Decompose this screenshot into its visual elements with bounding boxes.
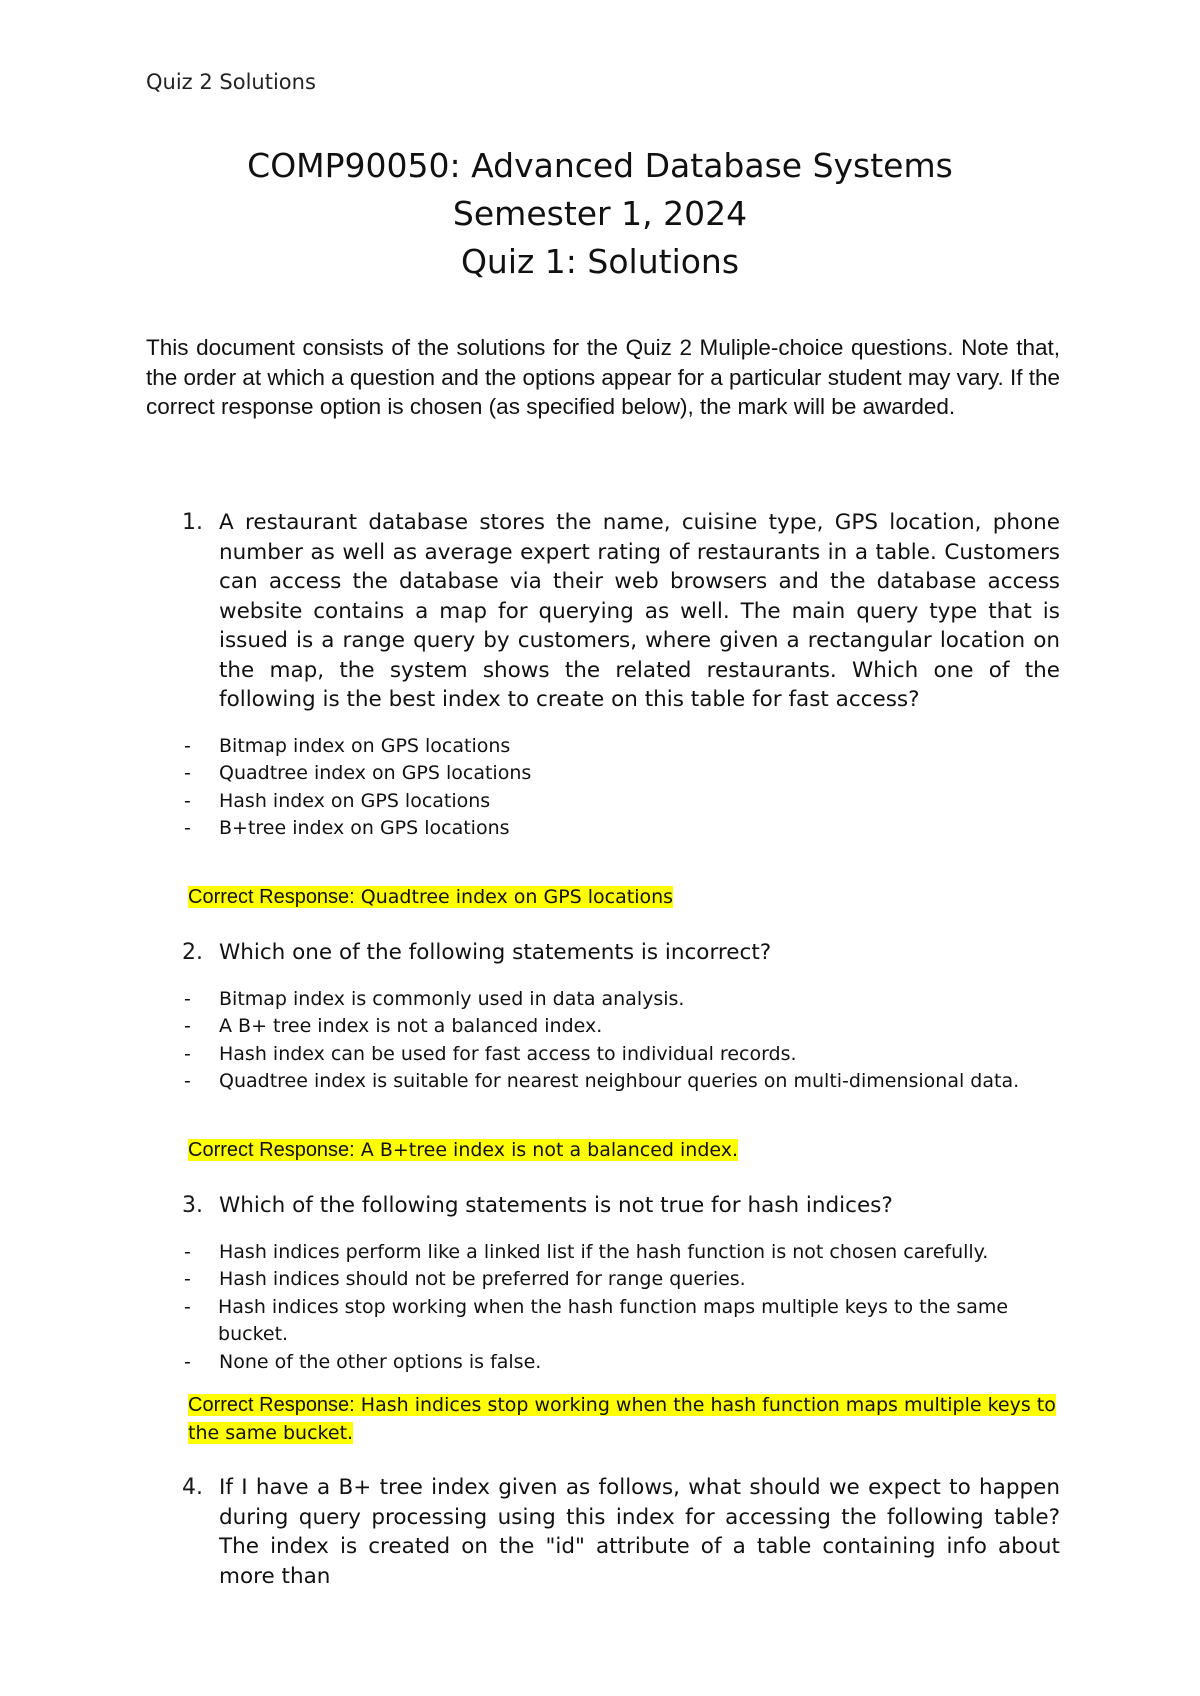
question-3: [146, 1191, 1060, 1376]
answer-label: Correct Response:: [188, 886, 355, 908]
semester-title: Semester 1, 2024: [452, 194, 748, 233]
answer-text: A B+tree index is not a balanced index.: [360, 1139, 739, 1161]
option-item: - B+tree index on GPS locations: [184, 817, 510, 839]
correct-response-3: [188, 1392, 1060, 1447]
question-text: A restaurant database stores the name, cuisine type, GPS location, phone number as well as average expert rating of restaurants in a table. Customers can access the database via their web browsers and the database access website contains a map for querying as well. The main query type that is issued is a range query by customers, where given a rectangular location on the map, the system shows the related restaurants. Which one of the following is the best index to create on this table for fast access?: [219, 510, 1060, 712]
option-item: - Bitmap index on GPS locations: [184, 734, 511, 757]
option-item: - Quadtree index on GPS locations: [184, 762, 532, 784]
question-2: [146, 938, 1060, 1096]
answer-text: Quadtree index on GPS locations: [360, 886, 674, 908]
correct-response-2: [188, 1137, 1060, 1165]
option-item: - Hash index can be used for fast access to individual records.: [184, 1042, 797, 1065]
question-number: 1.: [182, 510, 203, 535]
quiz-title: Quiz 1: Solutions: [460, 242, 740, 281]
option-item: - Hash index on GPS locations: [184, 789, 491, 812]
question-1: [146, 508, 1060, 843]
intro-paragraph: This document consists of the solutions for the Quiz 2 Muliple-choice questions. Note that, the order at which a question and the options appear for a particular student may vary. If the correct response option is chosen (as specified below), the mark will be awarded.: [146, 335, 1060, 419]
options-list: [146, 1239, 1060, 1377]
answer-label: Correct Response:: [188, 1139, 355, 1161]
option-item: - A B+ tree index is not a balanced index.: [184, 1015, 603, 1037]
correct-response-1: [188, 884, 1060, 912]
question-number: 3.: [182, 1193, 203, 1218]
question-4: [146, 1473, 1060, 1591]
answer-label: Correct Response:: [188, 1394, 355, 1416]
question-text: Which of the following statements is not true for hash indices?: [219, 1193, 893, 1218]
document-title: [0, 142, 1200, 286]
options-list: [146, 986, 1060, 1096]
page-header: Quiz 2 Solutions: [146, 70, 316, 94]
options-list: [146, 733, 1060, 843]
option-item: - None of the other options is false.: [184, 1350, 542, 1373]
question-text: If I have a B+ tree index given as follows, what should we expect to happen during query processing using this index for accessing the following table? The index is created on the "id" attribute of a table containing info about more than: [219, 1475, 1060, 1589]
question-number: 4.: [182, 1475, 203, 1500]
course-title: COMP90050: Advanced Database Systems: [247, 146, 953, 185]
answer-text: Hash indices stop working when the hash function maps multiple keys to the same bucket.: [188, 1394, 1056, 1444]
question-number: 2.: [182, 940, 203, 965]
option-item: - Quadtree index is suitable for nearest neighbour queries on multi-dimensional data.: [184, 1070, 1020, 1092]
option-item: - Hash indices stop working when the hash function maps multiple keys to the same bucket.: [184, 1295, 1009, 1345]
option-item: - Hash indices perform like a linked list if the hash function is not chosen carefully.: [184, 1240, 989, 1263]
option-item: - Bitmap index is commonly used in data analysis.: [184, 987, 685, 1010]
option-item: - Hash indices should not be preferred for range queries.: [184, 1268, 746, 1290]
question-text: Which one of the following statements is incorrect?: [219, 940, 772, 965]
